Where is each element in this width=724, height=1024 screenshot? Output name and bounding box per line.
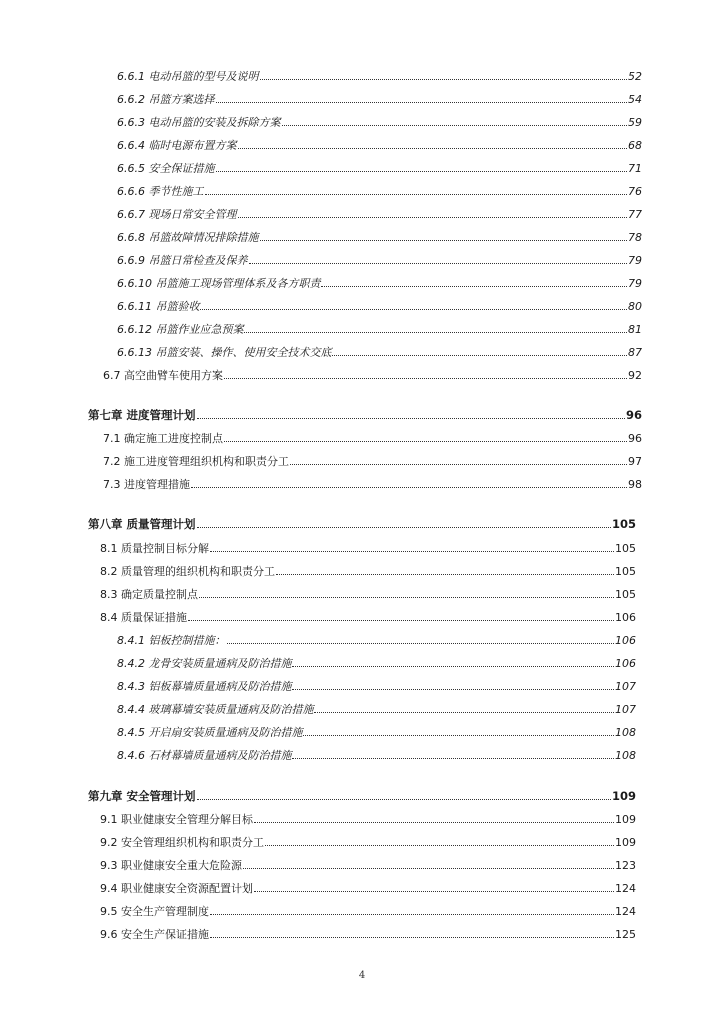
toc-entry-title: 8.4.6 石材幕墙质量通病及防治措施	[117, 749, 292, 762]
toc-entry-page: 107	[615, 703, 636, 716]
toc-entry[interactable]	[117, 749, 636, 763]
toc-entry[interactable]	[100, 565, 636, 579]
toc-entry-title: 第九章 安全管理计划	[88, 789, 196, 803]
dot-leader	[292, 689, 614, 690]
toc-entry-title: 7.3 进度管理措施	[103, 478, 190, 491]
dot-leader	[254, 822, 614, 823]
dot-leader	[205, 194, 628, 195]
toc-entry-title: 9.6 安全生产保证措施	[100, 928, 209, 941]
page-number: 4	[358, 970, 366, 981]
toc-entry-title: 6.6.1 电动吊篮的型号及说明	[117, 70, 259, 83]
toc-entry-page: 71	[628, 162, 642, 175]
toc-entry-page: 108	[615, 726, 636, 739]
toc-entry-page: 124	[615, 882, 636, 895]
toc-entry-title: 8.4.2 龙骨安装质量通病及防治措施	[117, 657, 292, 670]
dot-leader	[224, 441, 627, 442]
toc-entry[interactable]	[117, 657, 636, 671]
toc-entry-page: 98	[628, 478, 642, 491]
toc-entry-title: 9.3 职业健康安全重大危险源	[100, 859, 242, 872]
dot-leader	[197, 527, 611, 528]
dot-leader	[200, 309, 627, 310]
dot-leader	[216, 171, 628, 172]
toc-entry-title: 6.7 高空曲臂车使用方案	[103, 369, 223, 382]
toc-entry-title: 6.6.8 吊篮故障情况排除措施	[117, 231, 259, 244]
toc-entry-title: 7.2 施工进度管理组织机构和职责分工	[103, 455, 289, 468]
dot-leader	[210, 937, 614, 938]
toc-entry-title: 8.1 质量控制目标分解	[100, 542, 209, 555]
toc-entry-title: 6.6.13 吊篮安装、操作、使用安全技术交底	[117, 346, 332, 359]
toc-entry[interactable]	[103, 432, 642, 446]
dot-leader	[292, 666, 614, 667]
toc-entry[interactable]	[117, 254, 642, 268]
toc-entry[interactable]	[117, 70, 642, 84]
dot-leader	[197, 418, 625, 419]
dot-leader	[244, 332, 627, 333]
toc-chapter[interactable]	[88, 408, 642, 422]
dot-leader	[276, 574, 614, 575]
dot-leader	[199, 597, 614, 598]
toc-chapter[interactable]	[88, 789, 636, 803]
toc-entry-page: 108	[615, 749, 636, 762]
toc-entry[interactable]	[117, 300, 642, 314]
dot-leader	[197, 799, 611, 800]
toc-entry-page: 107	[615, 680, 636, 693]
toc-entry-title: 6.6.10 吊篮施工现场管理体系及各方职责	[117, 277, 321, 290]
toc-entry-page: 79	[628, 254, 642, 267]
toc-entry[interactable]	[117, 346, 642, 360]
dot-leader	[238, 148, 628, 149]
toc-entry[interactable]	[117, 208, 642, 222]
dot-leader	[290, 464, 627, 465]
dot-leader	[191, 487, 627, 488]
toc-entry-page: 77	[628, 208, 642, 221]
toc-entry-title: 9.2 安全管理组织机构和职责分工	[100, 836, 264, 849]
toc-entry-page: 52	[628, 70, 642, 83]
toc-entry-title: 8.4.4 玻璃幕墙安装质量通病及防治措施	[117, 703, 314, 716]
toc-entry-title: 8.4.1 铝板控制措施：	[117, 634, 226, 647]
toc-entry-page: 92	[628, 369, 642, 382]
toc-entry-title: 第七章 进度管理计划	[88, 408, 196, 422]
toc-entry-page: 106	[615, 657, 636, 670]
toc-entry[interactable]	[117, 703, 636, 717]
toc-entry[interactable]	[100, 611, 636, 625]
dot-leader	[243, 868, 614, 869]
toc-entry-title: 6.6.5 安全保证措施	[117, 162, 215, 175]
toc-entry-title: 6.6.12 吊篮作业应急预案	[117, 323, 244, 336]
dot-leader	[216, 102, 628, 103]
dot-leader	[265, 845, 614, 846]
toc-entry-page: 125	[615, 928, 636, 941]
toc-entry-page: 96	[625, 408, 642, 422]
toc-entry-page: 123	[615, 859, 636, 872]
toc-entry[interactable]	[100, 882, 636, 896]
toc-entry-title: 8.3 确定质量控制点	[100, 588, 198, 601]
toc-entry-page: 109	[615, 813, 636, 826]
toc-entry-page: 80	[628, 300, 642, 313]
toc-entry-page: 68	[628, 139, 642, 152]
dot-leader	[227, 643, 615, 644]
toc-entry[interactable]	[100, 813, 636, 827]
dot-leader	[260, 79, 628, 80]
toc-entry-page: 97	[628, 455, 642, 468]
toc-entry-page: 106	[615, 611, 636, 624]
dot-leader	[210, 914, 614, 915]
toc-entry-page: 106	[615, 634, 636, 647]
toc-entry[interactable]	[117, 116, 642, 130]
toc-entry[interactable]	[117, 231, 642, 245]
toc-entry-page: 79	[628, 277, 642, 290]
toc-entry-page: 105	[615, 565, 636, 578]
toc-entry-page: 109	[615, 836, 636, 849]
toc-entry[interactable]	[117, 185, 642, 199]
toc-entry-page: 87	[628, 346, 642, 359]
toc-entry[interactable]	[117, 139, 642, 153]
dot-leader	[303, 735, 614, 736]
toc-entry-page: 124	[615, 905, 636, 918]
toc-entry-title: 6.6.3 电动吊篮的安装及拆除方案	[117, 116, 281, 129]
toc-entry-page: 54	[628, 93, 642, 106]
toc-entry-title: 8.4.5 开启扇安装质量通病及防治措施	[117, 726, 303, 739]
dot-leader	[238, 217, 628, 218]
toc-entry-title: 6.6.2 吊篮方案选择	[117, 93, 215, 106]
toc-entry-title: 9.5 安全生产管理制度	[100, 905, 209, 918]
toc-entry[interactable]	[117, 93, 642, 107]
dot-leader	[321, 286, 627, 287]
toc-chapter[interactable]	[88, 517, 636, 531]
toc-entry[interactable]	[100, 859, 636, 873]
toc-entry-title: 6.6.7 现场日常安全管理	[117, 208, 237, 221]
toc-entry[interactable]	[100, 836, 636, 850]
toc-entry-title: 8.2 质量管理的组织机构和职责分工	[100, 565, 275, 578]
toc-entry-title: 6.6.6 季节性施工	[117, 185, 204, 198]
toc-entry-page: 76	[628, 185, 642, 198]
toc-entry-page: 81	[628, 323, 642, 336]
toc-entry[interactable]	[100, 588, 636, 602]
toc-entry-title: 7.1 确定施工进度控制点	[103, 432, 223, 445]
dot-leader	[249, 263, 628, 264]
toc-entry-page: 105	[611, 517, 636, 531]
toc-entry[interactable]	[117, 162, 642, 176]
dot-leader	[260, 240, 628, 241]
toc-entry[interactable]	[117, 680, 636, 694]
toc-entry[interactable]	[100, 905, 636, 919]
toc-entry-title: 6.6.11 吊篮验收	[117, 300, 200, 313]
dot-leader	[314, 712, 614, 713]
dot-leader	[188, 620, 614, 621]
toc-entry-title: 8.4.3 铝板幕墙质量通病及防治措施	[117, 680, 292, 693]
toc-entry-page: 78	[628, 231, 642, 244]
dot-leader	[332, 355, 627, 356]
toc-entry-page: 96	[628, 432, 642, 445]
toc-entry-title: 9.4 职业健康安全资源配置计划	[100, 882, 253, 895]
toc-entry-title: 6.6.9 吊篮日常检查及保养	[117, 254, 248, 267]
dot-leader	[282, 125, 628, 126]
toc-entry-title: 8.4 质量保证措施	[100, 611, 187, 624]
toc-entry-page: 109	[611, 789, 636, 803]
toc-entry[interactable]	[100, 928, 636, 942]
toc-entry-title: 第八章 质量管理计划	[88, 517, 196, 531]
toc-entry-title: 6.6.4 临时电源布置方案	[117, 139, 237, 152]
toc-entry[interactable]	[103, 455, 642, 469]
dot-leader	[224, 378, 627, 379]
toc-entry[interactable]	[100, 542, 636, 556]
toc-entry[interactable]	[117, 277, 642, 291]
dot-leader	[254, 891, 614, 892]
dot-leader	[292, 758, 614, 759]
toc-entry[interactable]	[103, 369, 642, 383]
toc-entry[interactable]	[103, 478, 642, 492]
toc-entry-page: 105	[615, 588, 636, 601]
toc-entry-title: 9.1 职业健康安全管理分解目标	[100, 813, 253, 826]
toc-entry[interactable]	[117, 634, 636, 648]
dot-leader	[210, 551, 614, 552]
toc-entry-page: 59	[628, 116, 642, 129]
toc-entry-page: 105	[615, 542, 636, 555]
toc-entry[interactable]	[117, 323, 642, 337]
toc-entry[interactable]	[117, 726, 636, 740]
